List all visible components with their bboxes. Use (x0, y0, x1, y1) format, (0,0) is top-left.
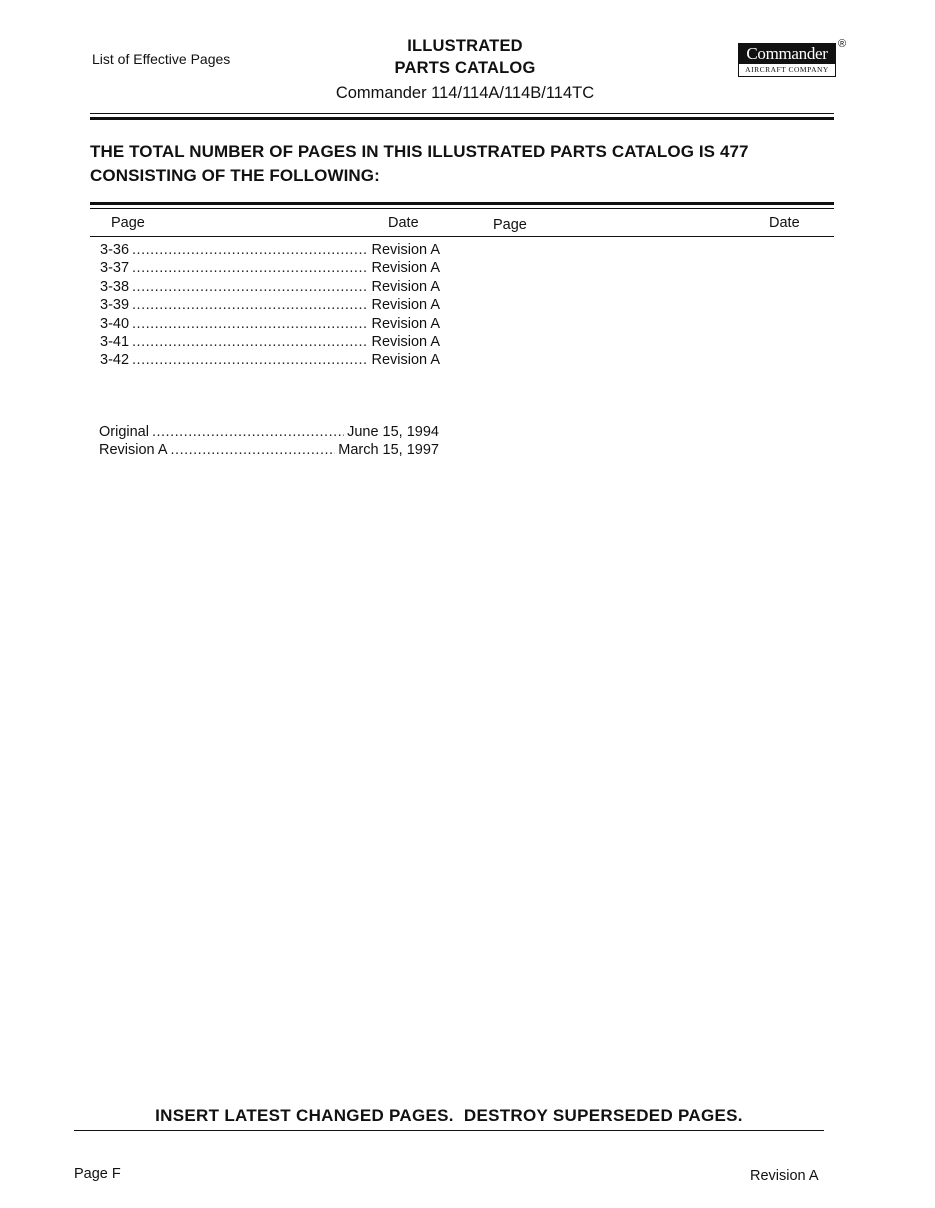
issue-date: March 15, 1997 (338, 442, 439, 459)
dot-leader (132, 278, 368, 296)
section-label: List of Effective Pages (92, 51, 231, 67)
column-header-date-left: Date (388, 215, 419, 231)
logo-subtitle: AIRCRAFT COMPANY (745, 65, 829, 74)
list-item (100, 315, 440, 333)
footer-notice: INSERT LATEST CHANGED PAGES. DESTROY SUPERSEDED PAGES. (155, 1106, 743, 1125)
entry-page: 3-41 (100, 333, 130, 350)
dot-leader (132, 241, 368, 259)
list-item (100, 241, 440, 259)
statement-line-1: THE TOTAL NUMBER OF PAGES IN THIS ILLUSTRATED PARTS CATALOG IS 477 (90, 142, 749, 161)
catalog-title-block (300, 35, 630, 106)
table-header-underline (90, 236, 834, 237)
dot-leader (152, 423, 344, 441)
entry-date: Revision A (371, 278, 440, 295)
entry-page: 3-36 (100, 242, 130, 258)
entry-page: 3-40 (100, 315, 130, 332)
dot-leader (132, 315, 368, 333)
table-rule-thick (90, 202, 834, 205)
entry-date: Revision A (371, 242, 440, 258)
issue-label: Revision A (99, 442, 168, 459)
issue-dates-list (99, 423, 439, 460)
list-item (100, 278, 440, 296)
entry-date: Revision A (371, 297, 440, 314)
issue-row (99, 441, 439, 459)
registered-mark: ® (838, 38, 847, 50)
page-number: Page F (74, 1166, 121, 1182)
entry-date: Revision A (371, 333, 440, 350)
page-count-statement (90, 140, 830, 188)
entry-date: Revision A (371, 315, 440, 332)
logo-name: Commander (739, 44, 835, 64)
list-item (100, 259, 440, 277)
list-item (100, 333, 440, 351)
issue-label: Original (99, 424, 149, 440)
list-item (100, 296, 440, 314)
dot-leader (132, 351, 368, 369)
entry-page: 3-39 (100, 297, 130, 314)
statement-line-2: CONSISTING OF THE FOLLOWING: (90, 166, 380, 185)
entry-page: 3-37 (100, 260, 130, 277)
column-header-page-right: Page (493, 217, 527, 233)
effective-pages-list (100, 241, 440, 370)
issue-row (99, 423, 439, 441)
table-rule-thin (90, 208, 834, 209)
dot-leader (171, 441, 336, 459)
header-rule-thin (90, 113, 834, 114)
dot-leader (132, 259, 368, 277)
title-line-2: PARTS CATALOG (394, 59, 536, 77)
entry-page: 3-38 (100, 278, 130, 295)
revision-label: Revision A (750, 1168, 819, 1184)
header-rule-thick (90, 117, 834, 120)
model-line: Commander 114/114A/114B/114TC (335, 84, 595, 102)
footer-rule (74, 1130, 824, 1131)
entry-date: Revision A (371, 352, 440, 369)
column-header-date-right: Date (769, 215, 800, 231)
dot-leader (132, 333, 368, 351)
issue-date: June 15, 1994 (347, 424, 439, 440)
entry-page: 3-42 (100, 352, 130, 369)
title-line-1: ILLUSTRATED (407, 37, 523, 55)
entry-date: Revision A (371, 260, 440, 277)
commander-logo (738, 43, 836, 77)
dot-leader (132, 296, 368, 314)
column-header-page-left: Page (111, 215, 145, 231)
list-item (100, 351, 440, 369)
